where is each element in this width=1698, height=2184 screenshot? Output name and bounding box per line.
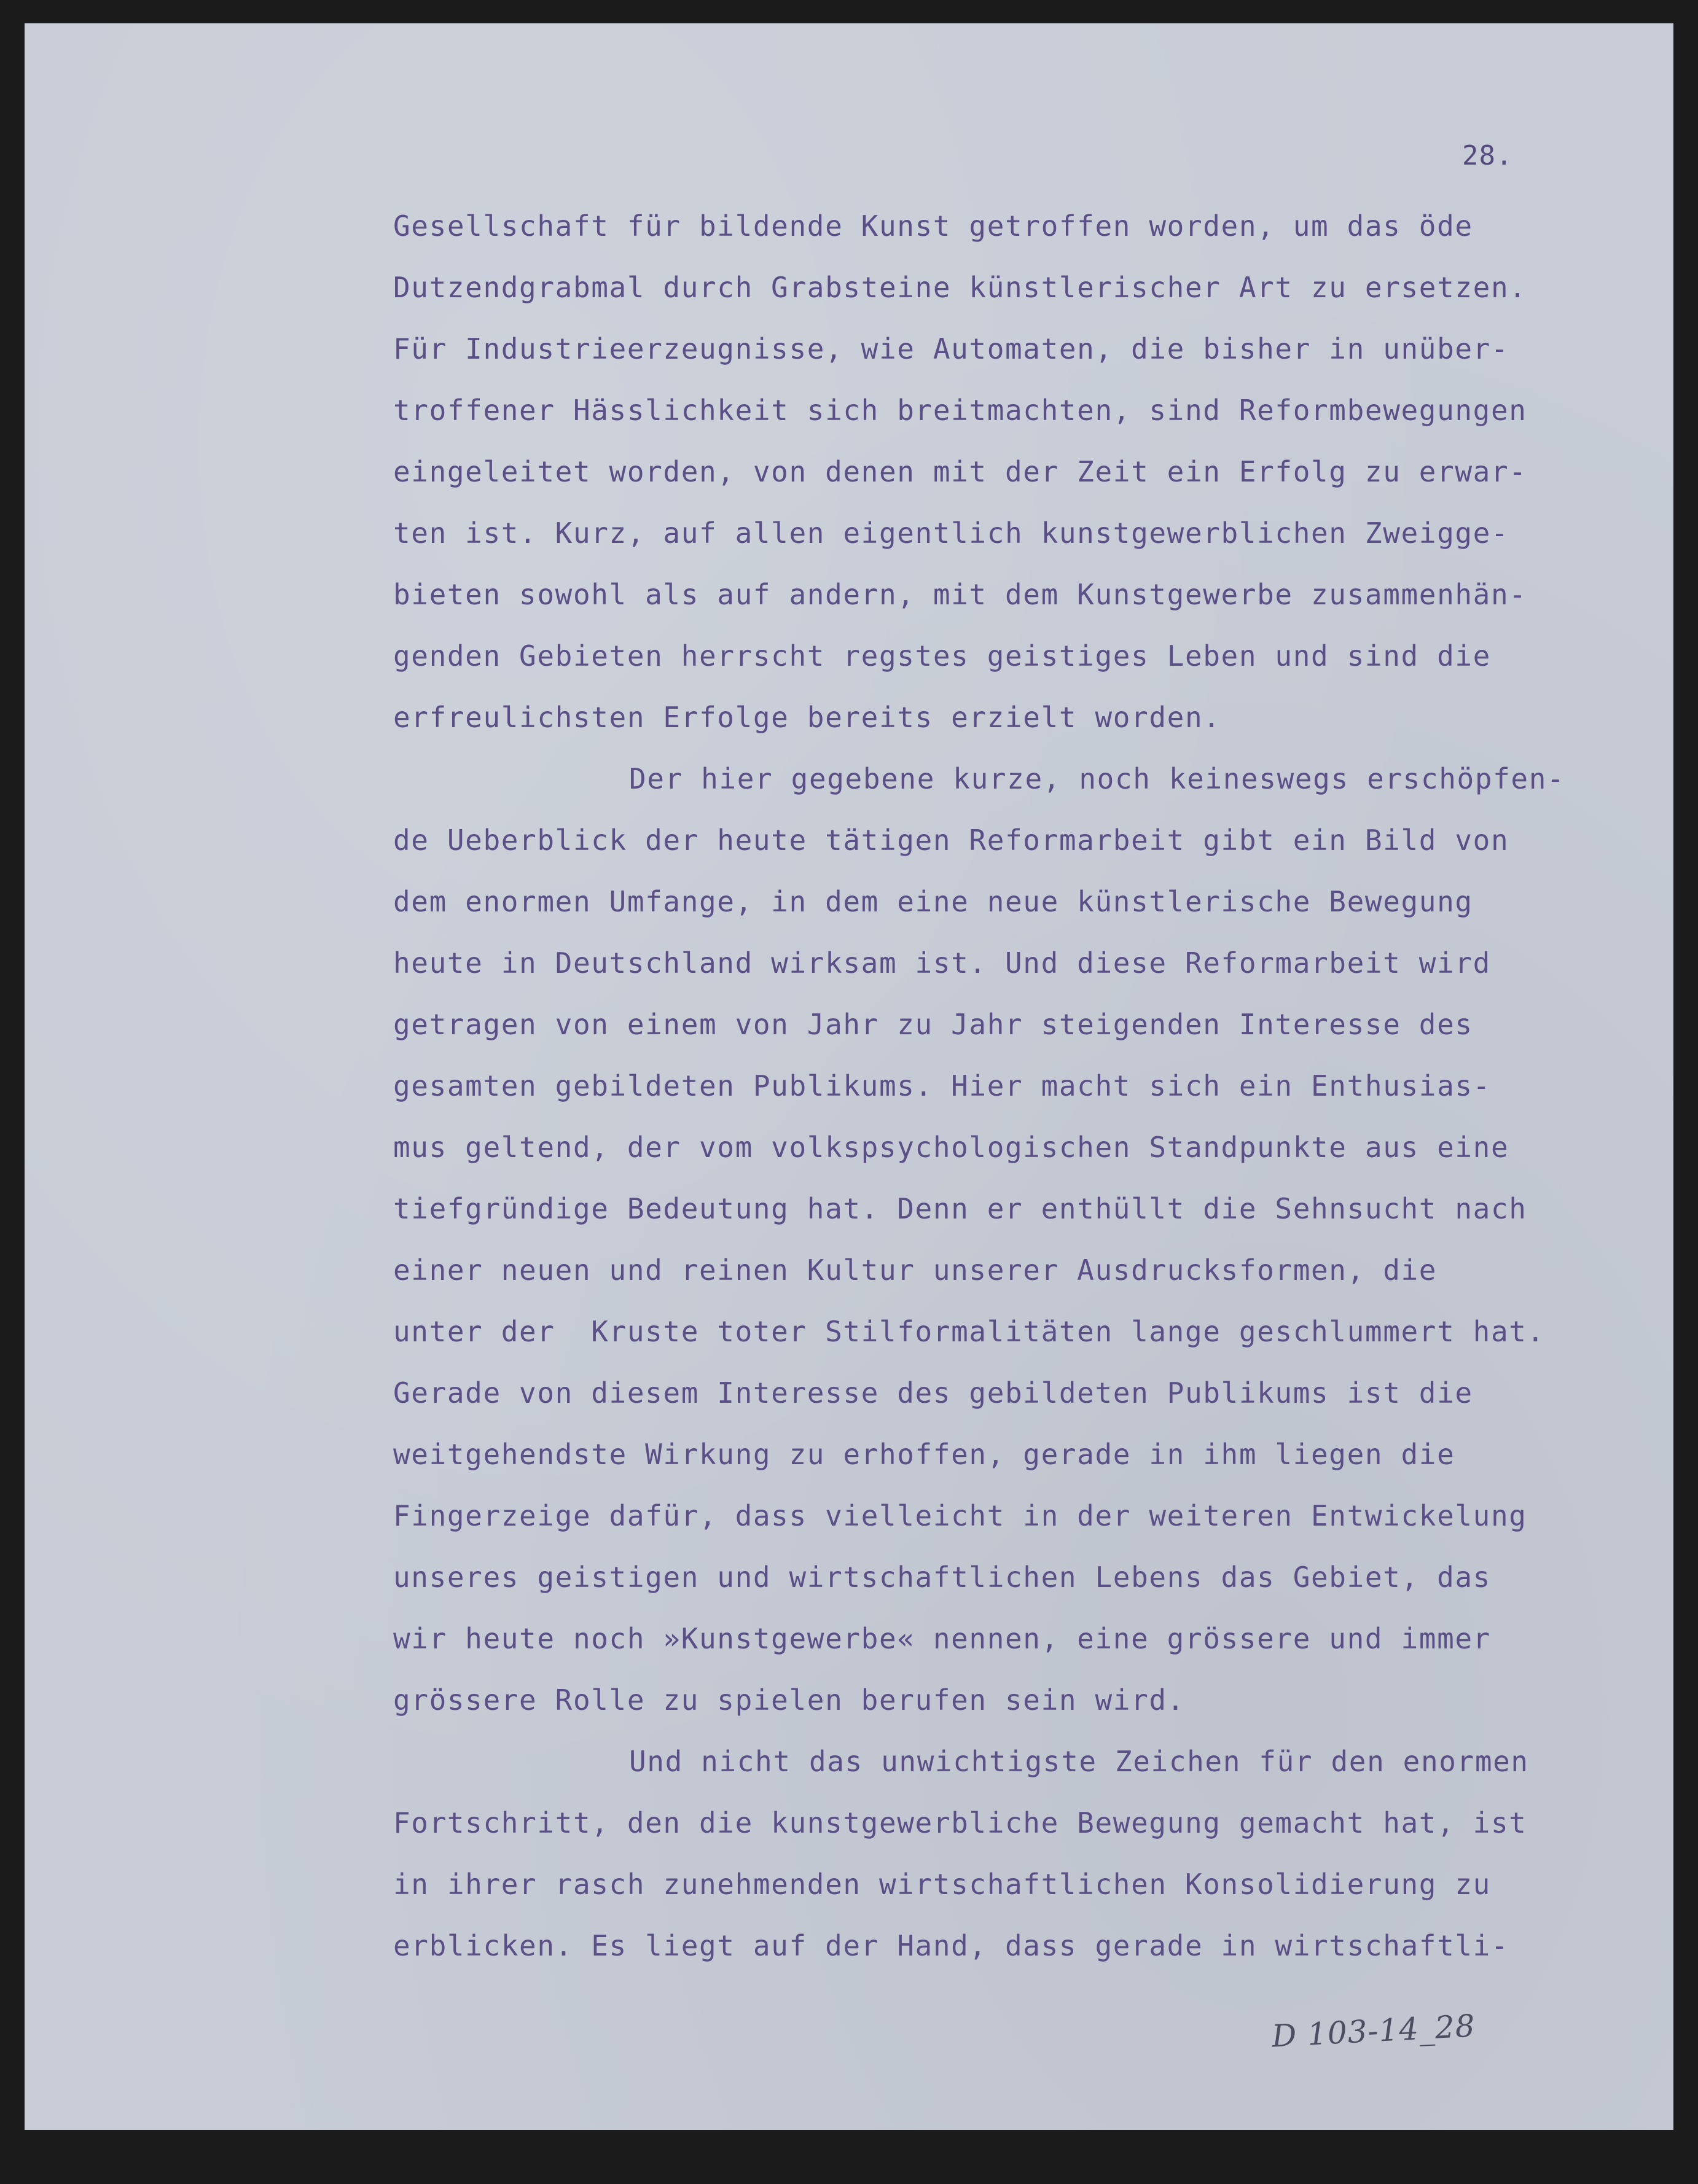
archive-signature: D 103-14_28 xyxy=(1270,2008,1476,2054)
text-line: heute in Deutschland wirksam ist. Und diese Reformarbeit wird xyxy=(393,946,1491,980)
text-line: getragen von einem von Jahr zu Jahr steigenden Interesse des xyxy=(393,1008,1473,1041)
body-text xyxy=(393,195,1689,1976)
text-line: in ihrer rasch zunehmenden wirtschaftlichen Konsolidierung zu xyxy=(393,1868,1491,1901)
text-line: erblicken. Es liegt auf der Hand, dass gerade in wirtschaftli- xyxy=(393,1929,1509,1962)
text-line: mus geltend, der vom volkspsychologischen Standpunkte aus eine xyxy=(393,1131,1509,1164)
text-line: bieten sowohl als auf andern, mit dem Kunstgewerbe zusammenhän- xyxy=(393,578,1527,611)
text-line: weitgehendste Wirkung zu erhoffen, gerade in ihm liegen die xyxy=(393,1438,1455,1471)
text-line: unseres geistigen und wirtschaftlichen Lebens das Gebiet, das xyxy=(393,1561,1491,1594)
text-line: Fortschritt, den die kunstgewerbliche Bewegung gemacht hat, ist xyxy=(393,1806,1527,1839)
text-line: Gerade von diesem Interesse des gebildeten Publikums ist die xyxy=(393,1376,1473,1410)
text-line: grössere Rolle zu spielen berufen sein wird. xyxy=(393,1683,1185,1717)
text-line: Für Industrieerzeugnisse, wie Automaten, die bisher in unüber- xyxy=(393,332,1509,365)
text-line: de Ueberblick der heute tätigen Reformarbeit gibt ein Bild von xyxy=(393,824,1509,857)
text-line: erfreulichsten Erfolge bereits erzielt worden. xyxy=(393,701,1221,734)
text-line: dem enormen Umfange, in dem eine neue künstlerische Bewegung xyxy=(393,885,1473,918)
text-line: Dutzendgrabmal durch Grabsteine künstlerischer Art zu ersetzen. xyxy=(393,271,1527,304)
text-line: Gesellschaft für bildende Kunst getroffen worden, um das öde xyxy=(393,209,1473,243)
text-line: ten ist. Kurz, auf allen eigentlich kunstgewerblichen Zweigge- xyxy=(393,517,1509,550)
text-line: gesamten gebildeten Publikums. Hier macht sich ein Enthusias- xyxy=(393,1069,1491,1102)
text-line: tiefgründige Bedeutung hat. Denn er enthüllt die Sehnsucht nach xyxy=(393,1192,1527,1225)
text-line: genden Gebieten herrscht regstes geistiges Leben und sind die xyxy=(393,639,1491,673)
text-line: unter der Kruste toter Stilformalitäten lange geschlummert hat. xyxy=(393,1315,1545,1348)
text-line: Und nicht das unwichtigste Zeichen für den enormen xyxy=(629,1745,1529,1778)
typewritten-page xyxy=(25,23,1673,2130)
text-line: Der hier gegebene kurze, noch keineswegs erschöpfen- xyxy=(629,762,1565,795)
page-number: 28. xyxy=(1462,140,1513,171)
text-line: einer neuen und reinen Kultur unserer Ausdrucksformen, die xyxy=(393,1254,1438,1287)
text-line: Fingerzeige dafür, dass vielleicht in der weiteren Entwickelung xyxy=(393,1499,1527,1532)
text-line: troffener Hässlichkeit sich breitmachten, sind Reformbewegungen xyxy=(393,394,1527,427)
text-line: eingeleitet worden, von denen mit der Zeit ein Erfolg zu erwar- xyxy=(393,455,1527,488)
text-line: wir heute noch »Kunstgewerbe« nennen, eine grössere und immer xyxy=(393,1622,1491,1655)
